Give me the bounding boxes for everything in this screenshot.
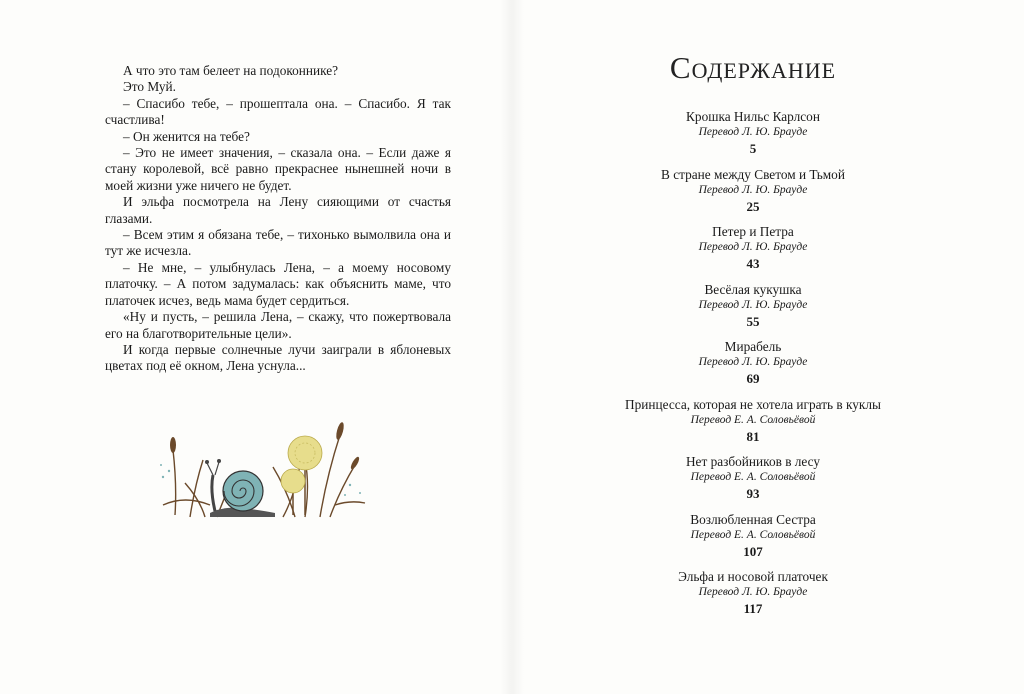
toc-entry-translator: Перевод Е. А. Соловьёвой	[690, 471, 816, 483]
toc-entry-title: Эльфа и носовой платочек	[678, 569, 828, 584]
table-of-contents	[600, 108, 906, 626]
story-paragraph: – Это не имеет значения, – сказала она. – Если даже я стану королевой, всё равно прекраснее нынешней ночи в моей жизни уже ничего не будет.	[105, 145, 451, 193]
toc-entry-title: Мирабель	[724, 339, 782, 354]
story-paragraph: И когда первые солнечные лучи заиграли в яблоневых цветах под её окном, Лена уснула...	[105, 341, 451, 374]
story-paragraph: – Не мне, – улыбнулась Лена, – а моему носовому платочку. – А потом задумалась: как объяснить маме, что платочек исчез, ведь мама будет сердиться.	[105, 259, 451, 308]
toc-entry-translator: Перевод Л. Ю. Брауде	[698, 126, 808, 138]
toc-entry-page: 93	[746, 486, 760, 501]
toc-entry[interactable]	[600, 281, 906, 330]
toc-entry-page: 25	[746, 198, 760, 214]
toc-entry-page: 107	[743, 543, 763, 559]
toc-entry[interactable]	[600, 223, 906, 272]
story-paragraph: – Он женится на тебе?	[123, 128, 250, 144]
snail-in-grass-illustration	[155, 405, 370, 525]
toc-entry-page: 43	[746, 256, 760, 271]
toc-entry-translator: Перевод Л. Ю. Брауде	[698, 586, 808, 598]
toc-entry-translator: Перевод Е. А. Соловьёвой	[690, 528, 816, 541]
story-paragraph: Это Муй.	[123, 79, 176, 95]
toc-entry-page: 5	[749, 141, 757, 156]
toc-entry[interactable]	[600, 568, 906, 617]
toc-entry-title: Петер и Петра	[712, 224, 794, 239]
toc-entry-title: Крошка Нильс Карлсон	[686, 109, 820, 124]
toc-entry-translator: Перевод Л. Ю. Брауде	[698, 183, 808, 196]
toc-entry-page: 117	[743, 601, 763, 616]
toc-entry-title: Принцесса, которая не хотела играть в куклы	[625, 396, 881, 412]
toc-entry-title: В стране между Светом и Тьмой	[661, 166, 845, 182]
toc-entry-translator: Перевод Л. Ю. Брауде	[698, 356, 808, 368]
toc-entry-translator: Перевод Л. Ю. Брауде	[698, 298, 808, 311]
toc-entry[interactable]	[600, 108, 906, 157]
toc-entry-page: 81	[746, 428, 760, 444]
story-paragraph: А что это там белеет на подоконнике?	[123, 63, 339, 78]
story-paragraph: – Спасибо тебе, – прошептала она. – Спасибо. Я так счастлива!	[105, 95, 451, 128]
toc-entry-title: Возлюбленная Сестра	[690, 511, 816, 527]
toc-title: Содержание	[669, 50, 837, 85]
toc-entry[interactable]	[600, 511, 906, 560]
story-paragraph: «Ну и пусть, – решила Лена, – скажу, что пожертвовала его на благотворительные цели».	[105, 309, 451, 341]
toc-entry-title: Нет разбойников в лесу	[685, 454, 821, 469]
story-text	[105, 63, 451, 375]
toc-entry[interactable]	[600, 453, 906, 502]
toc-entry-page: 69	[746, 371, 760, 386]
toc-entry[interactable]	[600, 396, 906, 445]
story-paragraph: – Всем этим я обязана тебе, – тихонько вымолвила она и тут же исчезла.	[105, 227, 451, 259]
story-paragraph: И эльфа посмотрела на Лену сияющими от счастья глазами.	[105, 194, 451, 226]
toc-entry[interactable]	[600, 338, 906, 387]
toc-entry-translator: Перевод Е. А. Соловьёвой	[690, 413, 816, 426]
toc-entry[interactable]	[600, 166, 906, 215]
toc-entry-title: Весёлая кукушка	[704, 281, 802, 297]
toc-entry-page: 55	[746, 313, 760, 329]
toc-entry-translator: Перевод Л. Ю. Брауде	[698, 241, 808, 253]
